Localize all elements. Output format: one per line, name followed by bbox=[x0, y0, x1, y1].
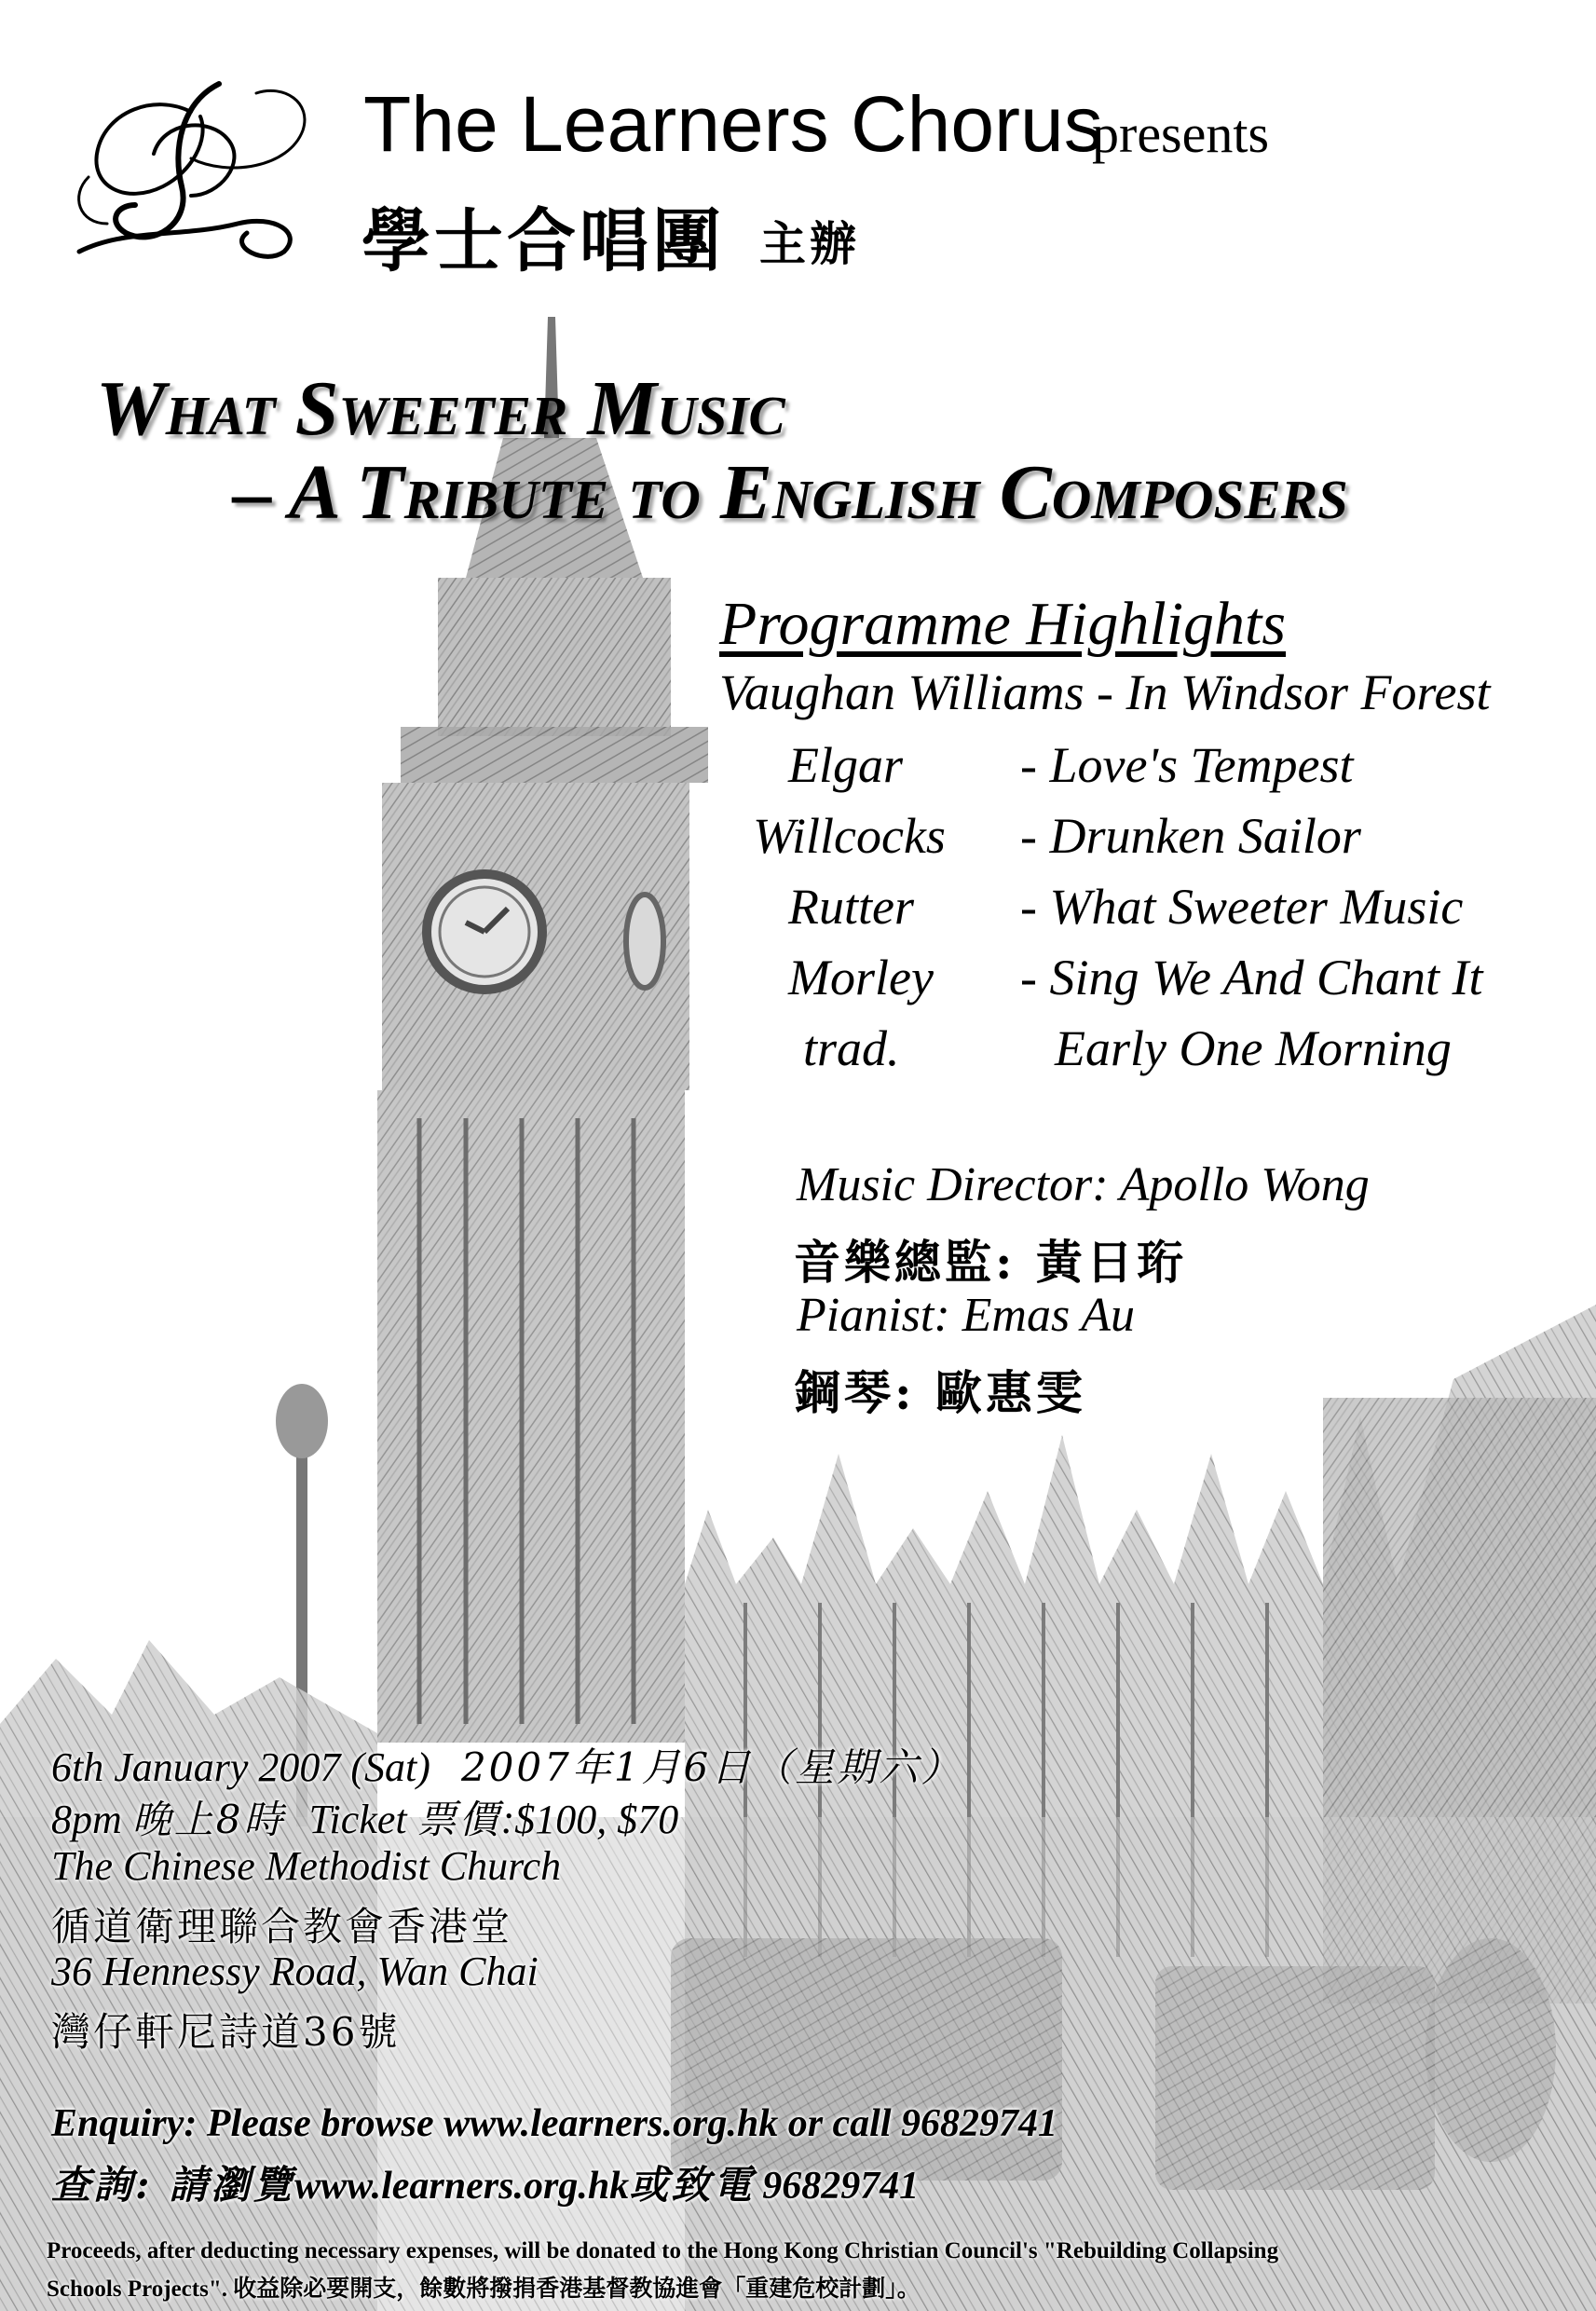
event-time-ticket bbox=[51, 1789, 678, 1845]
music-director: Music Director: Apollo Wong bbox=[797, 1158, 1370, 1211]
programme-heading: Programme Highlights bbox=[719, 590, 1287, 658]
music-director-chinese: 音樂總監: 黃日珩 bbox=[794, 1235, 1187, 1290]
venue-address: 36 Hennessy Road, Wan Chai bbox=[51, 1949, 539, 1994]
enquiry-phone: 96829741 bbox=[762, 2165, 920, 2208]
programme-work: Early One Morning bbox=[1055, 1020, 1452, 1076]
presents-label: presents bbox=[1092, 103, 1270, 164]
enquiry-prefix-chinese: 查詢: 請瀏覽 bbox=[51, 2162, 295, 2208]
venue: The Chinese Methodist Church bbox=[51, 1843, 562, 1889]
concert-title: What Sweeter Music bbox=[96, 365, 785, 452]
org-name-chinese: 學士合唱團 bbox=[361, 201, 725, 281]
programme-composer: Elgar bbox=[788, 737, 904, 793]
event-time: 8pm bbox=[51, 1797, 122, 1842]
programme-work: - Drunken Sailor bbox=[1020, 808, 1361, 864]
venue-address-chinese: 灣仔軒尼詩道36號 bbox=[51, 2009, 401, 2055]
programme-first-line: Vaughan Williams - In Windsor Forest bbox=[719, 664, 1491, 720]
pianist-chinese: 鋼琴: 歐惠雯 bbox=[794, 1365, 1086, 1420]
event-date bbox=[51, 1737, 962, 1793]
enquiry-chinese bbox=[51, 2154, 919, 2210]
enquiry-url: www.learners.org.hk bbox=[294, 2165, 630, 2208]
proceeds-note-line2: Schools Projects". 收益除必要開支，餘數將撥捐香港基督教協進會「重建危校計劃」。 bbox=[47, 2277, 921, 2302]
programme-work: - Love's Tempest bbox=[1020, 737, 1354, 793]
ticket-label-chinese: 票價 bbox=[416, 1797, 501, 1842]
event-date-chinese: 2007年1月6日（星期六） bbox=[460, 1744, 963, 1790]
venue-chinese: 循道衛理聯合教會香港堂 bbox=[51, 1904, 513, 1949]
script-L-logo-icon bbox=[51, 65, 331, 270]
programme-work: - Sing We And Chant It bbox=[1020, 950, 1483, 1005]
programme-work: - What Sweeter Music bbox=[1020, 879, 1464, 935]
event-time-chinese: 晚上8時 bbox=[131, 1797, 286, 1842]
ticket-label: Ticket bbox=[308, 1797, 407, 1842]
programme-composer: Rutter bbox=[788, 879, 914, 935]
event-date-english: 6th January 2007 (Sat) bbox=[51, 1744, 430, 1790]
enquiry-mid-chinese: 或致電 bbox=[629, 2162, 756, 2208]
org-name: The Learners Chorus bbox=[363, 80, 1103, 168]
concert-subtitle: – A Tribute to English Composers bbox=[233, 449, 1348, 536]
presents-label-chinese: 主辦 bbox=[759, 217, 860, 271]
programme-composer: Willcocks bbox=[753, 808, 946, 864]
proceeds-note-line1: Proceeds, after deducting necessary expenses, will be donated to the Hong Kong Christian Council's "Rebuilding Collapsing bbox=[47, 2238, 1279, 2263]
pianist: Pianist: Emas Au bbox=[797, 1289, 1136, 1342]
ticket-prices: :$100, $70 bbox=[500, 1797, 679, 1842]
programme-composer: Morley bbox=[788, 950, 934, 1005]
enquiry-english: Enquiry: Please browse www.learners.org.hk or call 96829741 bbox=[51, 2102, 1058, 2145]
programme-composer: trad. bbox=[803, 1020, 900, 1076]
